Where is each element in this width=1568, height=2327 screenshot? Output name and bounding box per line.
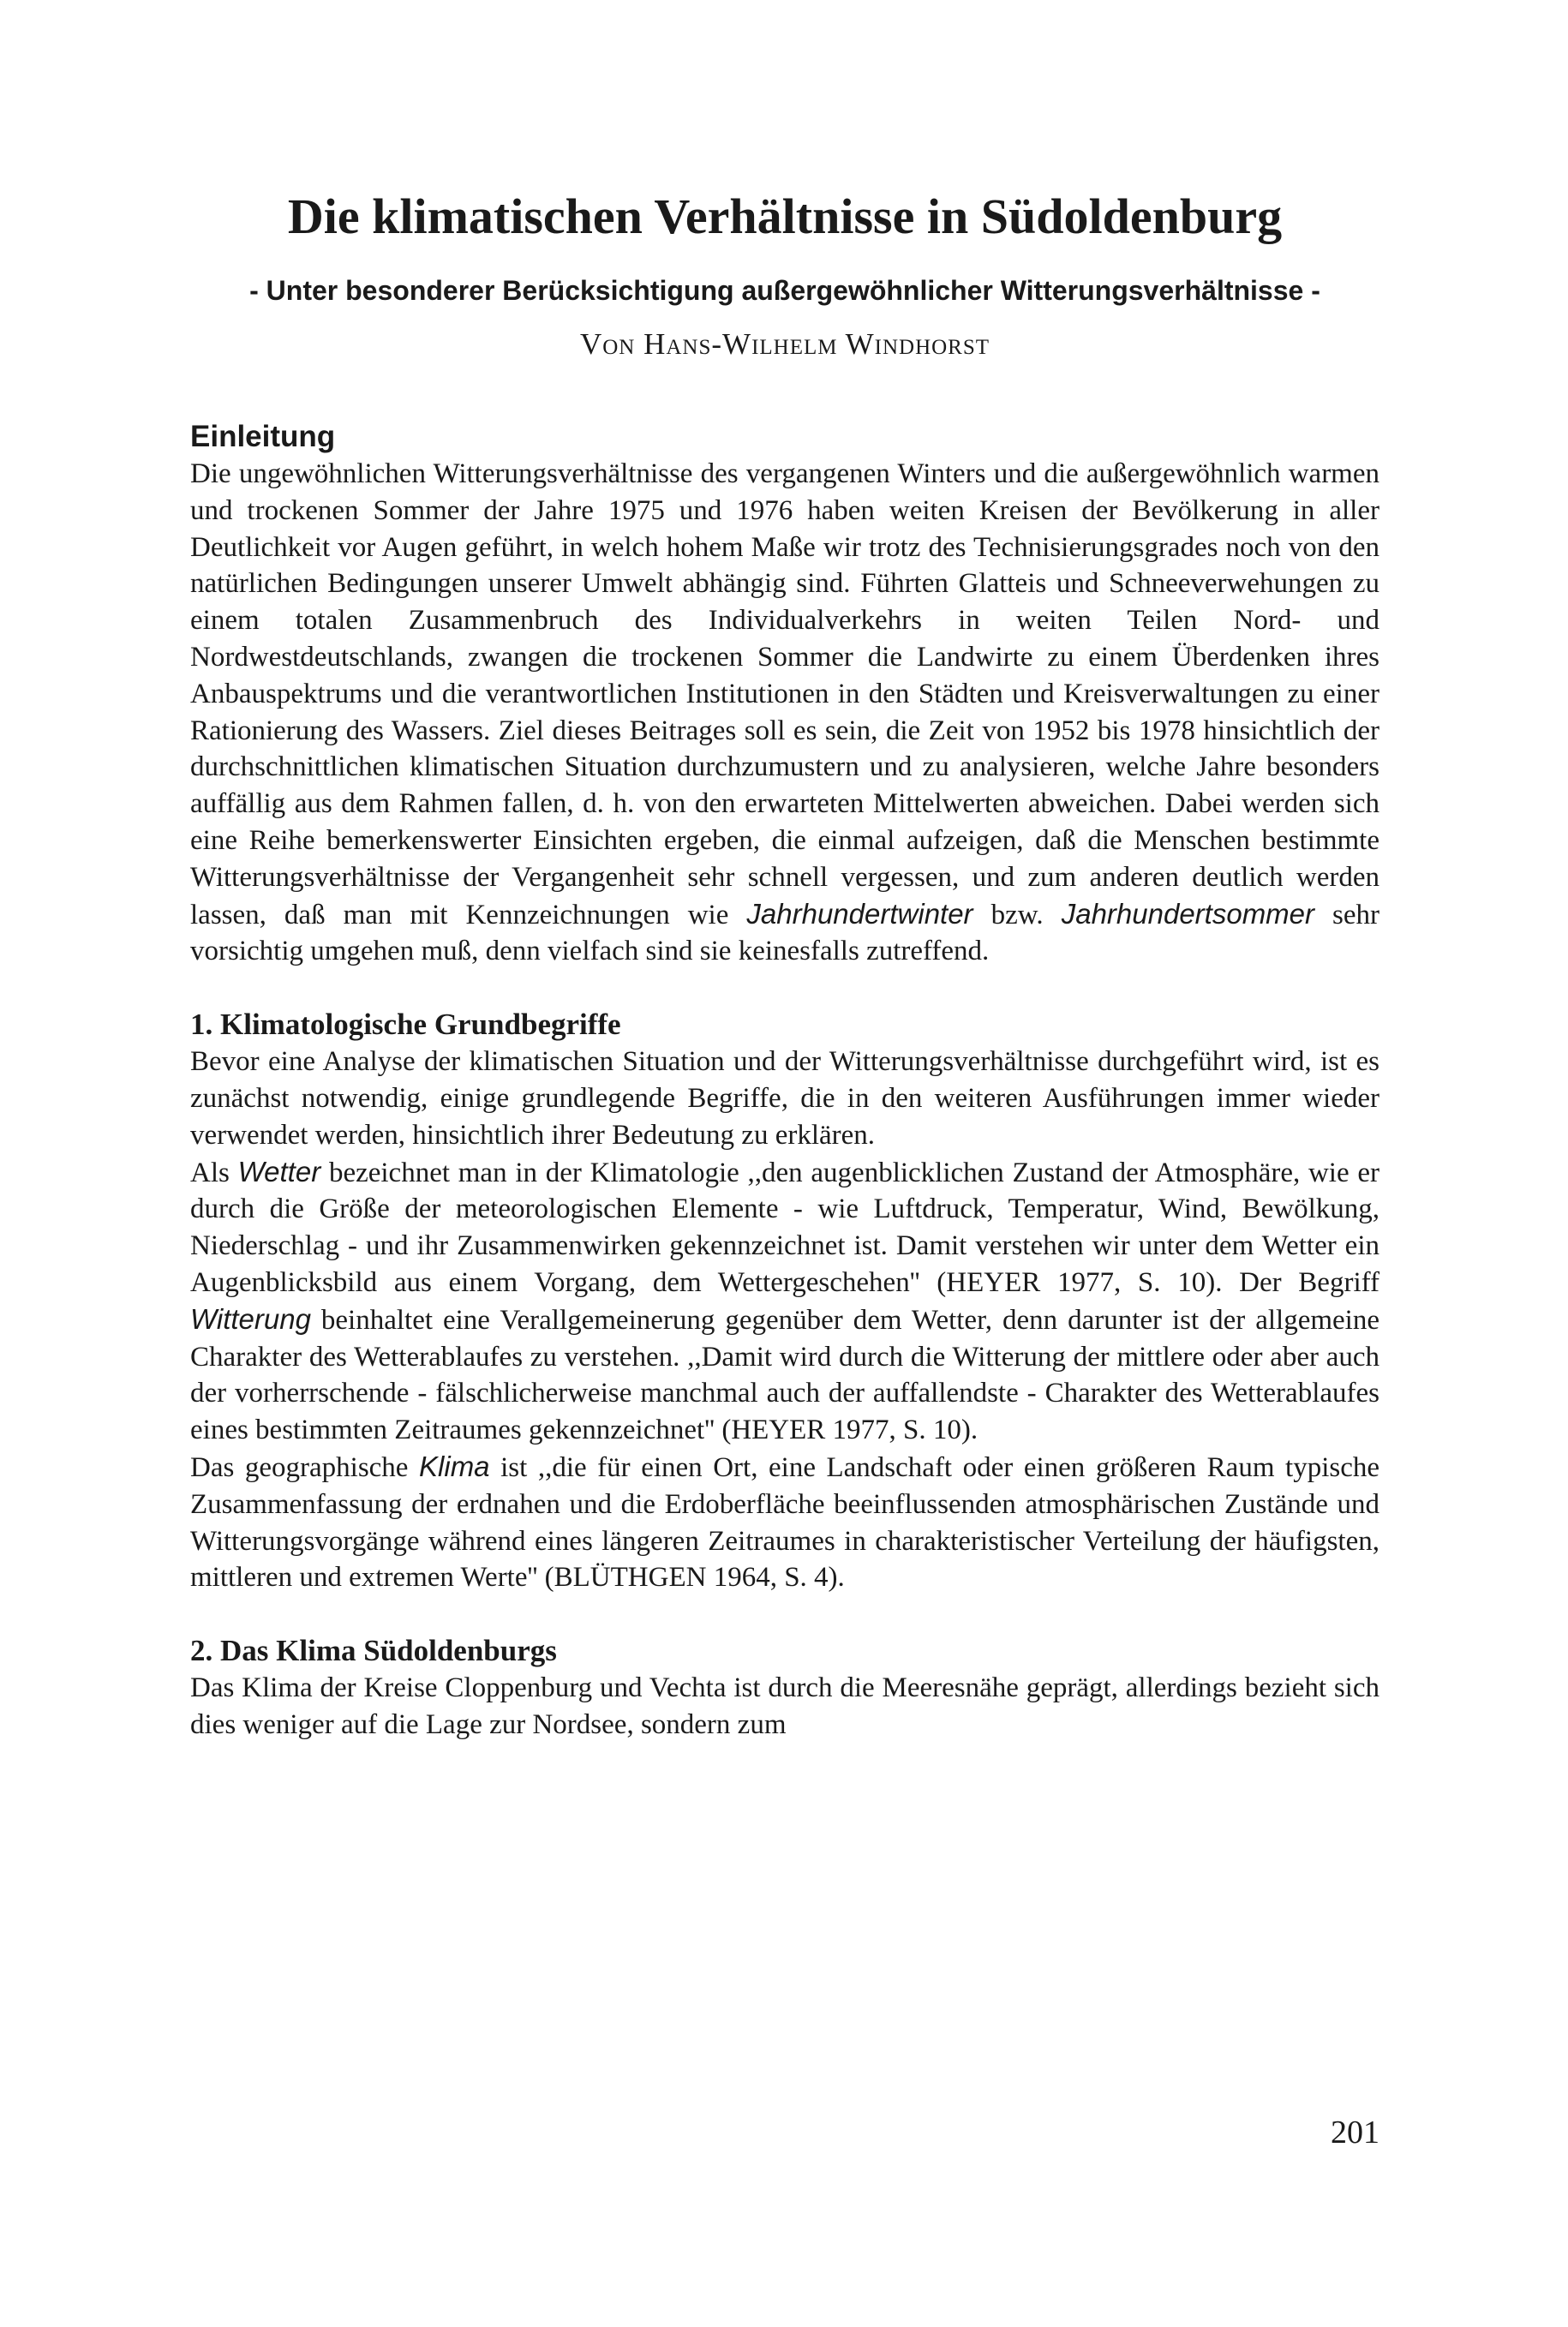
text-run: ist ,,die für einen Ort, eine Landschaft oder einen größeren Raum typische Zusammenfassung der erdnahen und die Erdoberfläche beeinflussenden atmosphärischen Zustände und Witterungsvorgänge während eines längeren Zeitraumes in charakteristischer Verteilung der häufigsten, mittleren und extremen Werte'' (BLÜTHGEN 1964, S. 4). [190,1451,1380,1594]
text-run: beinhaltet eine Verallgemeinerung gegenüber dem Wetter, denn darunter ist der allgemeine Charakter des Wetterablaufes zu verstehen. ,,Damit wird durch die Witterung der mittlere oder aber auch der vorherrschende - fälschlicherweise manchmal auch der auffallendste - Charakter des Wetterablaufes eines bestimmten Zeitraumes gekennzeichnet'' (HEYER 1977, S. 10). [190,1304,1379,1446]
heading-section-1: 1. Klimatologische Grundbegriffe [190,1008,621,1042]
article-subtitle: - Unter besonderer Berücksichtigung außergewöhnlicher Witterungsverhältnisse - [249,275,1320,306]
text-run: Das geographische [190,1451,409,1483]
text-run: bezeichnet man in der Klimatologie ,,den augenblicklichen Zustand der Atmosphäre, wie er durch die Größe der meteorologischen Elemente - wie Luftdruck, Temperatur, Wind, Bewölkung, Niederschlag - und ihr Zusammenwirken gekennzeichnet ist. Damit verstehen wir unter dem Wetter ein Augenblicksbild aus einem Vorgang, dem Wettergeschehen'' (HEYER 1977, S. 10). Der Begriff [190,1157,1380,1298]
paragraph-einleitung [190,456,1379,970]
text-run: sehr vorsichtig umgehen muß, denn vielfach sind sie keinesfalls zutreffend. [190,899,1380,967]
term-jahrhundertwinter: Jahrhundertwinter [746,897,973,930]
document-page [190,0,1379,2327]
term-witterung: Witterung [190,1302,311,1335]
paragraph-section-1-intro: Bevor eine Analyse der klimatischen Situation und der Witterungsverhältnisse durchgeführt wird, ist es zunächst notwendig, einige grundlegende Begriffe, die in den weiteren Ausführungen immer wieder verwendet werden, hinsichtlich ihrer Bedeutung zu erklären. [190,1046,1379,1151]
paragraph-wetter-witterung [190,1154,1379,1449]
page-number: 201 [1331,2115,1379,2151]
text-run: Die ungewöhnlichen Witterungsverhältnisse des vergangenen Winters und die außergewöhnlich warmen und trockenen Sommer der Jahre 1975 und 1976 haben weiten Kreisen der Bevölkerung in aller Deutlichkeit vor Augen geführt, in welch hohem Maße wir trotz des Technisierungsgrades noch von den natürlichen Bedingungen unserer Umwelt abhängig sind. Führten Glatteis und Schneeverwehungen zu einem totalen Zusammenbruch des Individualverkehrs in weiten Teilen Nord- und Nordwestdeutschlands, zwangen die trockenen Sommer die Landwirte zu einem Überdenken ihres Anbauspektrums und die verantwortlichen Institutionen in den Städten und Kreisverwaltungen zu einer Rationierung des Wassers. Ziel dieses Beitrages soll es sein, die Zeit von 1952 bis 1978 hinsichtlich der durchschnittlichen klimatischen Situation durchzumustern und zu analysieren, welche Jahre besonders auffällig aus dem Rahmen fallen, d. h. von den erwarteten Mittelwerten abweichen. Dabei werden sich eine Reihe bemerkenswerter Einsichten ergeben, die einmal aufzeigen, daß die Menschen bestimmte Witterungsverhältnisse der Vergangenheit sehr schnell vergessen, und zum anderen deutlich werden lassen, daß man mit Kennzeichnungen wie [190,458,1379,930]
paragraph-section-2: Das Klima der Kreise Cloppenburg und Vechta ist durch die Meeresnähe geprägt, allerdings bezieht sich dies weniger auf die Lage zur Nordsee, sondern zum [190,1672,1379,1740]
paragraph-klima [190,1449,1379,1596]
text-run: Als [190,1157,230,1188]
text-run: bzw. [990,899,1044,930]
article-body [190,418,1379,1744]
term-jahrhundertsommer: Jahrhundertsommer [1061,897,1315,930]
section-spacer [190,1596,1379,1632]
term-klima: Klima [419,1450,490,1482]
author-byline: Von Hans-Wilhelm Windhorst [579,327,990,361]
heading-einleitung: Einleitung [190,420,336,453]
term-wetter: Wetter [237,1155,321,1187]
heading-section-2: 2. Das Klima Südoldenburgs [190,1634,557,1668]
section-spacer [190,970,1379,1006]
article-title: Die klimatischen Verhältnisse in Südoldenburg [287,188,1283,244]
